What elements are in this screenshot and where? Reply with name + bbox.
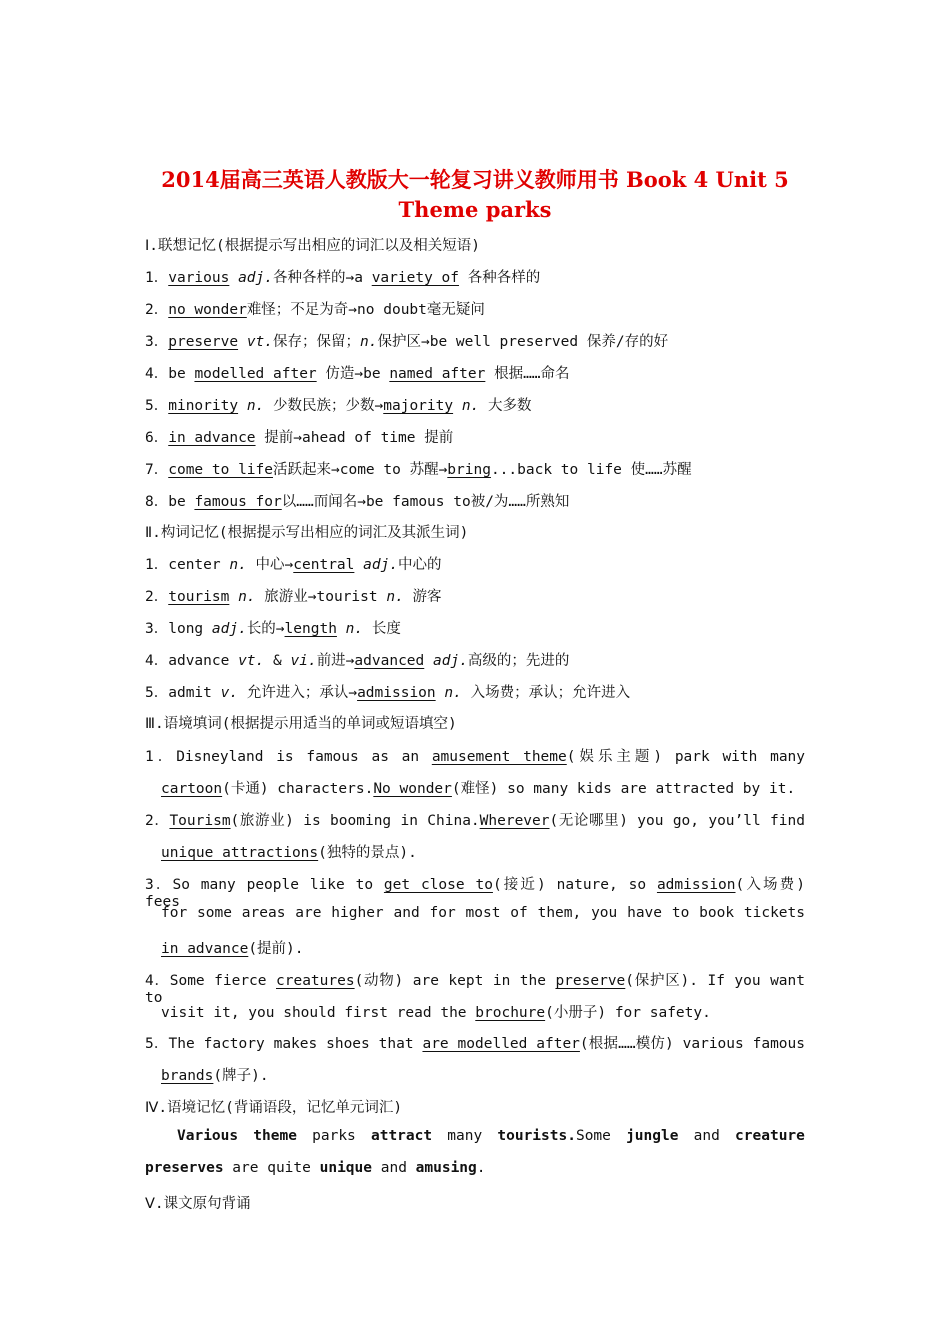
- s3-item-4-line-1: 4．Some fierce creatures(动物) are kept in the preserve(保护区). If you want to: [145, 973, 805, 1006]
- s4-paragraph-line-2: preserves are quite unique and amusing.: [145, 1160, 486, 1176]
- s3-item-3-line-1: 3．So many people like to get close to(接近) nature, so admission(入场费) fees: [145, 877, 805, 910]
- s1-item-3: 3．preserve vt.保存；保留；n.保护区→be well preserved 保养/存的好: [145, 334, 669, 350]
- s3-item-3-line-3: in advance(提前).: [161, 941, 304, 957]
- s2-item-5: 5．admit v. 允许进入；承认→admission n. 入场费；承认；允许进入: [145, 685, 631, 701]
- s1-item-2: 2．no wonder难怪；不足为奇→no doubt毫无疑问: [145, 302, 485, 318]
- s3-item-4-line-2: visit it, you should first read the brochure(小册子) for safety.: [161, 1005, 711, 1021]
- title-line-1: 2014届高三英语人教版大一轮复习讲义教师用书 Book 4 Unit 5: [161, 167, 789, 192]
- s1-item-1: 1．various adj.各种各样的→a variety of 各种各样的: [145, 270, 541, 286]
- section-3-heading: Ⅲ.语境填词(根据提示用适当的单词或短语填空): [145, 716, 457, 732]
- s1-item-5: 5．minority n. 少数民族；少数→majority n. 大多数: [145, 398, 532, 414]
- section-2-heading: Ⅱ.构词记忆(根据提示写出相应的词汇及其派生词): [145, 525, 469, 541]
- s3-item-2-line-2: unique attractions(独特的景点).: [161, 845, 417, 861]
- s3-item-5-line-2: brands(牌子).: [161, 1068, 269, 1084]
- s3-item-1-line-1: 1．Disneyland is famous as an amusement theme(娱乐主题) park with many: [145, 749, 806, 765]
- s1-item-8: 8．be famous for以……而闻名→be famous to被/为……所熟知: [145, 494, 570, 510]
- s3-item-3-line-2: for some areas are higher and for most of them, you have to book tickets: [161, 905, 805, 921]
- s2-item-3: 3．long adj.长的→length n. 长度: [145, 621, 401, 637]
- s1-item-7: 7．come to life活跃起来→come to 苏醒→bring...back to life 使……苏醒: [145, 462, 692, 478]
- s1-item-6: 6．in advance 提前→ahead of time 提前: [145, 430, 454, 446]
- title-line-2: Theme parks: [398, 197, 552, 222]
- section-1-heading: Ⅰ.联想记忆(根据提示写出相应的词汇以及相关短语): [145, 238, 480, 254]
- s3-item-5-line-1: 5．The factory makes shoes that are modelled after(根据……模仿) various famous: [145, 1036, 805, 1052]
- s3-item-1-line-2: cartoon(卡通) characters.No wonder(难怪) so many kids are attracted by it.: [161, 781, 796, 797]
- section-4-heading: Ⅳ.语境记忆(背诵语段，记忆单元词汇): [145, 1100, 403, 1116]
- s2-item-4: 4．advance vt. & vi.前进→advanced adj.高级的；先进的: [145, 653, 570, 669]
- section-5-heading: Ⅴ.课文原句背诵: [145, 1196, 251, 1212]
- s4-paragraph-line-1: Various theme parks attract many tourists.Some jungle and creature: [177, 1128, 805, 1144]
- s1-item-4: 4．be modelled after 仿造→be named after 根据……命名: [145, 366, 570, 382]
- s2-item-2: 2．tourism n. 旅游业→tourist n. 游客: [145, 589, 442, 605]
- s3-item-2-line-1: 2．Tourism(旅游业) is booming in China.Wherever(无论哪里) you go, you’ll find: [145, 813, 805, 829]
- s2-item-1: 1．center n. 中心→central adj.中心的: [145, 557, 442, 573]
